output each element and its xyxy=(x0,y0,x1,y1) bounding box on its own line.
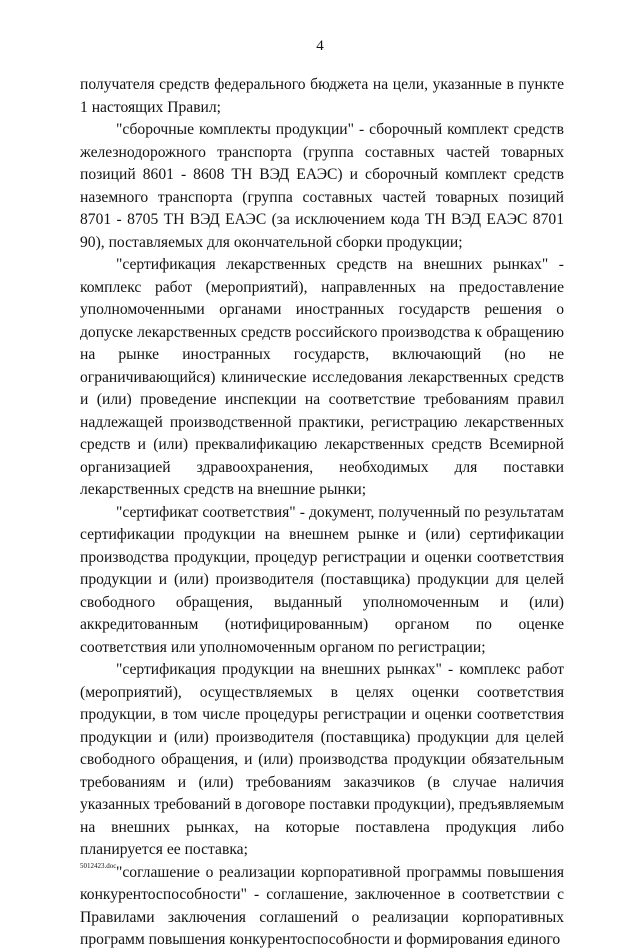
paragraph-continuation: получателя средств федерального бюджета на цели, указанные в пункте 1 настоящих Правил; xyxy=(80,76,564,116)
document-filename: 5012423.doc xyxy=(80,862,117,870)
paragraph-product-certification: "сертификация продукции на внешних рынках" - комплекс работ (мероприятий), осуществляемых в целях оценки соответствия продукции, в том числе процедуры регистрации и оценки соответствия продукции и (или) производителя (поставщика) продукции для целей свободного обращения, и (или) производства продукции обязательным требованиям и (или) требованиям заказчиков (в случае наличия указанных требований в договоре поставки продукции), предъявляемым на внешних рынках, на которые поставлена продукция либо планируется ее поставка; xyxy=(80,661,564,858)
page-number: 4 xyxy=(316,38,324,54)
paragraph-competitiveness-agreement: "соглашение о реализации корпоративной программы повышения конкурентоспособности" - соглашение, заключенное в соответствии с Правилами заключения соглашений о реализации корпоративных программ повышения конкурентоспособности и формирования единого xyxy=(80,863,564,948)
document-body xyxy=(80,74,564,952)
paragraph-assembly-kits: "сборочные комплекты продукции" - сборочный комплект средств железнодорожного транспорта (группа составных частей товарных позиций 8601 - 8608 ТН ВЭД ЕАЭС) и сборочный комплект средств наземного транспорта (группа составных частей товарных позиций 8701 - 8705 ТН ВЭД ЕАЭС (за исключением кода ТН ВЭД ЕАЭС 8701 90), поставляемых для окончательной сборки продукции; xyxy=(80,121,564,251)
paragraph-medicine-certification: "сертификация лекарственных средств на внешних рынках" - комплекс работ (мероприятий), направленных на предоставление уполномоченными органами иностранных государств решения о допуске лекарственных средств российского производства к обращению на рынке иностранных государств, включающий (но не ограничивающийся) клинические исследования лекарственных средств и (или) проведение инспекции на соответствие требованиям правил надлежащей производственной практики, регистрацию лекарственных средств и (или) преквалификацию лекарственных средств Всемирной организацией здравоохранения, необходимых для поставки лекарственных средств на внешние рынки; xyxy=(80,256,564,498)
paragraph-conformity-certificate: "сертификат соответствия" - документ, полученный по результатам сертификации продукции на внешнем рынке и (или) сертификации производства продукции, процедур регистрации и оценки соответствия продукции и (или) производителя (поставщика) продукции для целей свободного обращения, выданный уполномоченным и (или) аккредитованным (нотифицированным) органом по оценке соответствия или уполномоченным органом по регистрации; xyxy=(80,503,564,656)
